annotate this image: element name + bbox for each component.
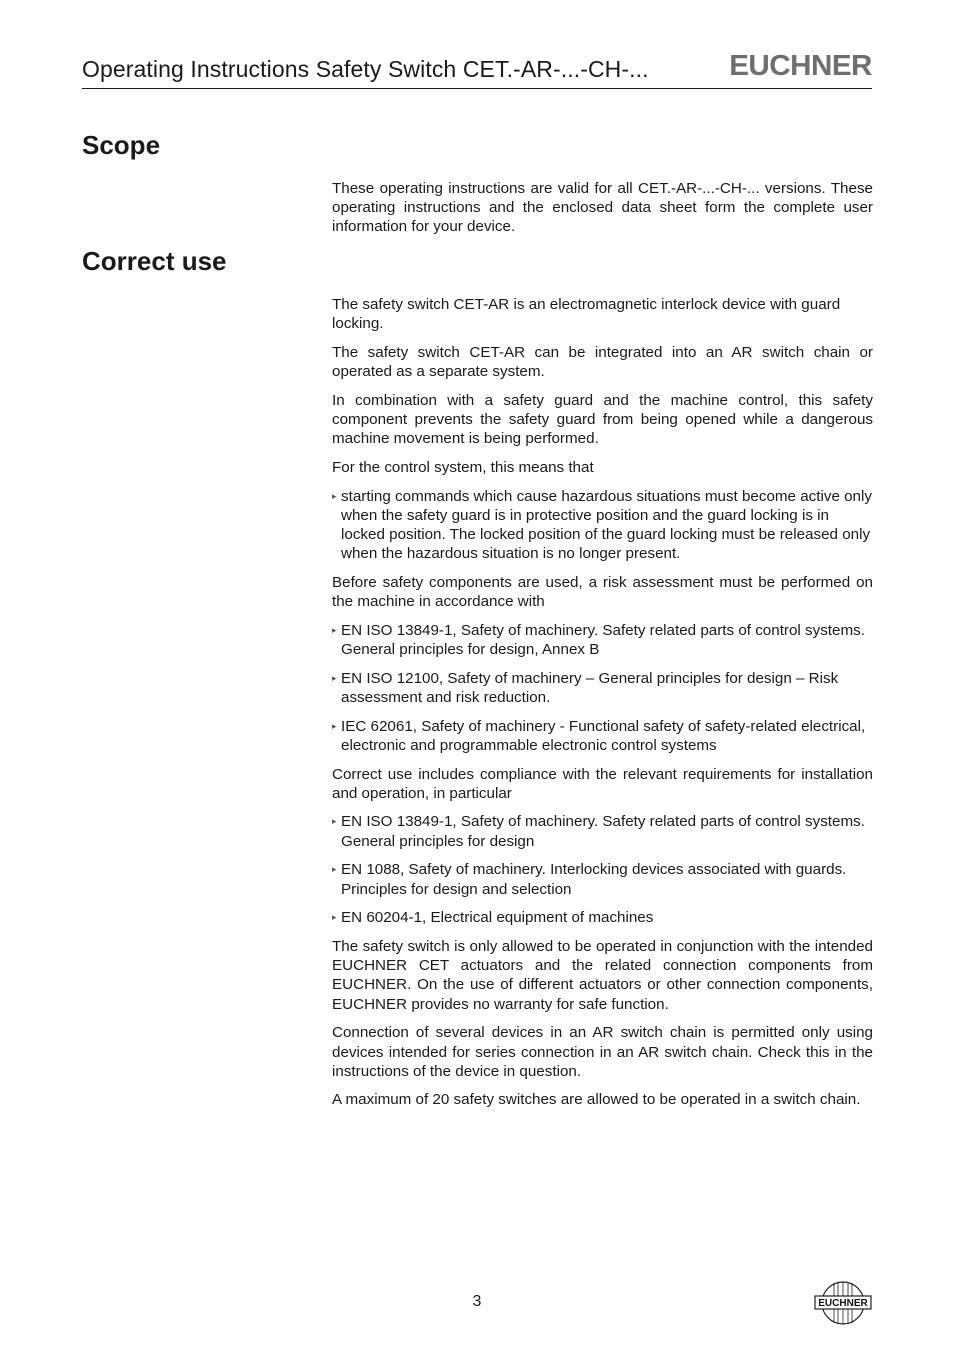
page-number: 3 bbox=[472, 1293, 482, 1310]
page-header bbox=[82, 50, 872, 89]
list-item bbox=[332, 487, 873, 564]
paragraph: The safety switch CET-AR is an electromagnetic interlock device with guard locking. bbox=[332, 296, 841, 333]
scope-paragraph: These operating instructions are valid for all CET.-AR-...-CH-... versions. These operating instructions and the enclosed data sheet form the complete user information for your device. bbox=[332, 180, 873, 236]
list-item-text: IEC 62061, Safety of machinery - Functional safety of safety-related electrical, electronic and programmable electronic control systems bbox=[341, 717, 866, 754]
list-item bbox=[332, 908, 873, 927]
document-title: Operating Instructions Safety Switch CET.-AR-...-CH-... bbox=[82, 56, 649, 82]
paragraph: The safety switch is only allowed to be operated in conjunction with the intended EUCHNER CET actuators and the related connection components from EUCHNER. On the use of different actuators or other connection components, EUCHNER provides no warranty for safe function. bbox=[332, 937, 873, 1013]
list-item-text: EN ISO 13849-1, Safety of machinery. Safety related parts of control systems. General principles for design bbox=[341, 813, 865, 850]
list-item-text: EN ISO 13849-1, Safety of machinery. Safety related parts of control systems. General principles for design, Annex B bbox=[341, 621, 865, 659]
list-item-text: EN 60204-1, Electrical equipment of machines bbox=[341, 909, 654, 927]
bullet-arrow-icon: ▸ bbox=[332, 672, 337, 683]
paragraph: For the control system, this means that bbox=[332, 458, 594, 476]
paragraph: The safety switch CET-AR can be integrated into an AR switch chain or operated as a separate system. bbox=[332, 343, 873, 381]
bullet-arrow-icon: ▸ bbox=[332, 912, 337, 923]
paragraph: Connection of several devices in an AR switch chain is permitted only using devices intended for series connection in an AR switch chain. Check this in the instructions of the device in question. bbox=[332, 1024, 873, 1080]
paragraph: A maximum of 20 safety switches are allowed to be operated in a switch chain. bbox=[332, 1091, 861, 1109]
bullet-arrow-icon: ▸ bbox=[332, 720, 337, 731]
scope-heading: Scope bbox=[82, 130, 161, 160]
list-item bbox=[332, 621, 873, 659]
bullet-arrow-icon: ▸ bbox=[332, 624, 337, 635]
paragraph: Before safety components are used, a risk assessment must be performed on the machine in accordance with bbox=[332, 573, 873, 611]
list-item bbox=[332, 860, 873, 898]
logo-text: EUCHNER bbox=[818, 1298, 868, 1309]
paragraph: In combination with a safety guard and the machine control, this safety component prevents the safety guard from being opened while a dangerous machine movement is being performed. bbox=[332, 391, 873, 448]
bullet-arrow-icon: ▸ bbox=[332, 490, 337, 501]
list-item bbox=[332, 717, 873, 755]
brand-logo: EUCHNER bbox=[729, 50, 872, 82]
scope-content bbox=[332, 179, 873, 246]
bullet-arrow-icon: ▸ bbox=[332, 816, 337, 827]
list-item-text: EN 1088, Safety of machinery. Interlocking devices associated with guards. Principles for design and selection bbox=[341, 861, 847, 898]
list-item-text: starting commands which cause hazardous situations must become active only when the safety guard is in protective position and the guard locking is in locked position. The locked position of the guard locking must be released only when the hazardous situation is no longer present. bbox=[341, 487, 872, 563]
euchner-seal-logo bbox=[814, 1280, 872, 1326]
list-item bbox=[332, 669, 873, 707]
list-item-text: EN ISO 12100, Safety of machinery – General principles for design – Risk assessment and risk reduction. bbox=[341, 669, 839, 706]
bullet-arrow-icon: ▸ bbox=[332, 864, 337, 875]
paragraph: Correct use includes compliance with the relevant requirements for installation and operation, in particular bbox=[332, 765, 873, 802]
correct-use-heading: Correct use bbox=[82, 246, 227, 276]
correct-use-content bbox=[332, 295, 873, 1119]
list-item bbox=[332, 812, 873, 850]
